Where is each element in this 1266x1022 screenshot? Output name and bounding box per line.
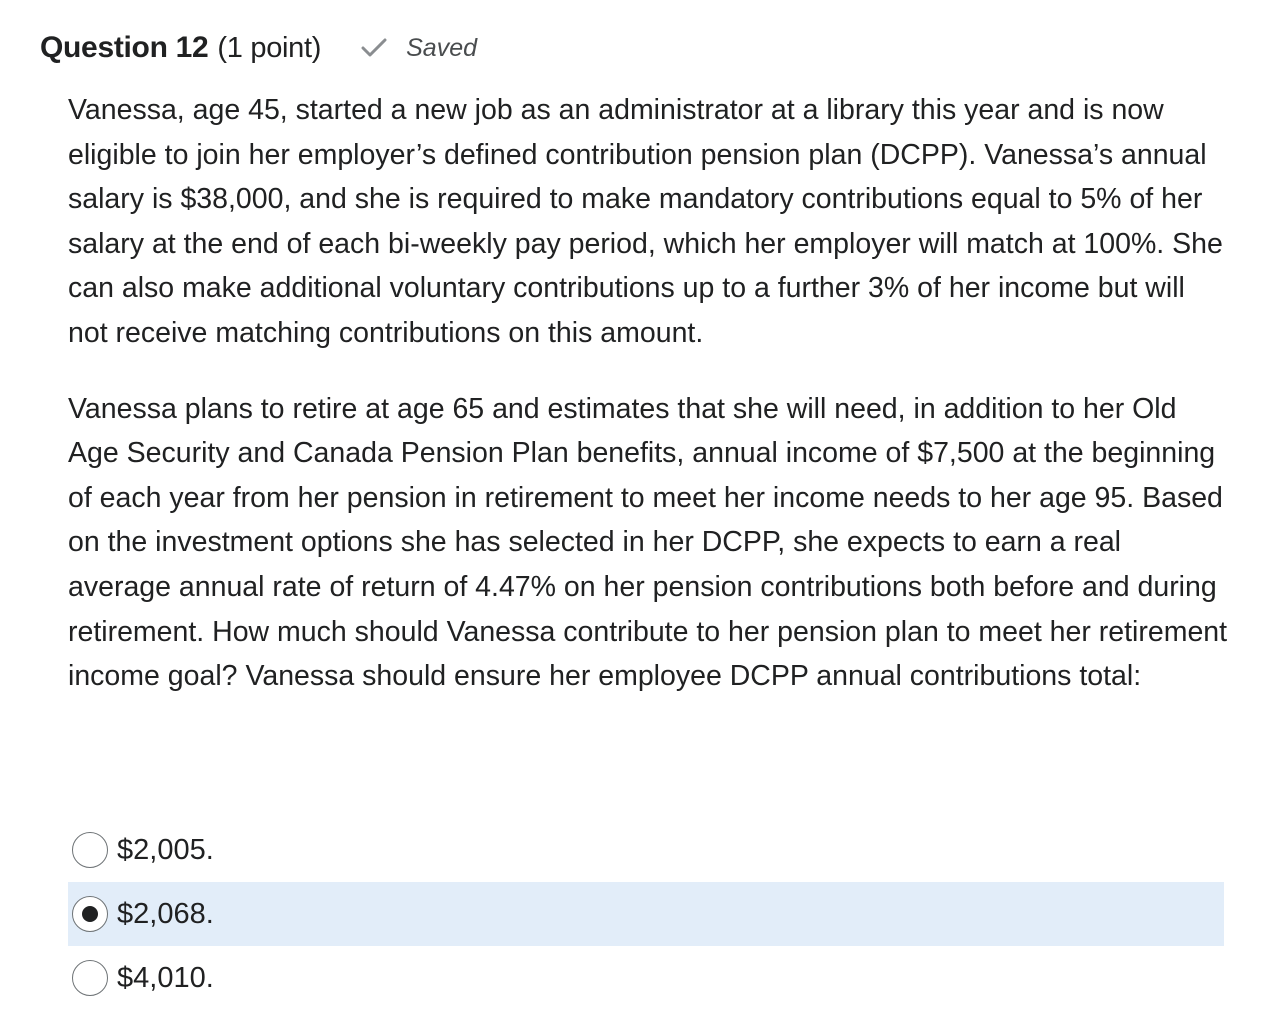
- stem-paragraph-1: Vanessa, age 45, started a new job as an administrator at a library this year and is now eligible to join her employer’s defined contribution pension plan (DCPP). Vanessa’s annual salary is $38,000, and she is required to make mandatory contributions equal to 5% of her salary at the end of each bi-weekly pay period, which her employer will match at 100%. She can also make additional voluntary contributions up to a further 3% of her income but will not receive matching contributions on this amount.: [68, 94, 1223, 349]
- checkmark-icon: [361, 38, 387, 58]
- stem-paragraph-2: Vanessa plans to retire at age 65 and estimates that she will need, in addition to her Old Age Security and Canada Pension Plan benefits, annual income of $7,500 at the beginning of each year from her pension in retirement to meet her income needs to her age 95. Based on the investment options she has selected in her DCPP, she expects to earn a real average annual rate of return of 4.47% on her pension contributions both before and during retirement. How much should Vanessa contribute to her pension plan to meet her retirement income goal? Vanessa should ensure her employee DCPP annual contributions total:: [68, 392, 1228, 693]
- question-points: (1 point): [217, 31, 322, 64]
- answer-choice-1[interactable]: [68, 818, 1224, 882]
- saved-label: Saved: [406, 33, 477, 62]
- question-stem: [68, 88, 1228, 699]
- answer-label-3[interactable]: $4,010.: [117, 961, 214, 994]
- question-header: [40, 28, 477, 68]
- radio-dot: [82, 906, 98, 922]
- radio-button-1[interactable]: [72, 832, 108, 868]
- radio-button-2[interactable]: [72, 896, 108, 932]
- answer-label-1[interactable]: $2,005.: [117, 833, 214, 866]
- answer-choice-2[interactable]: [68, 882, 1224, 946]
- answer-label-2[interactable]: $2,068.: [117, 897, 214, 930]
- answer-choice-3[interactable]: [68, 946, 1224, 1010]
- radio-button-3[interactable]: [72, 960, 108, 996]
- answer-choices: [68, 818, 1224, 1010]
- question-title: Question 12: [40, 31, 209, 64]
- saved-status: [361, 34, 477, 63]
